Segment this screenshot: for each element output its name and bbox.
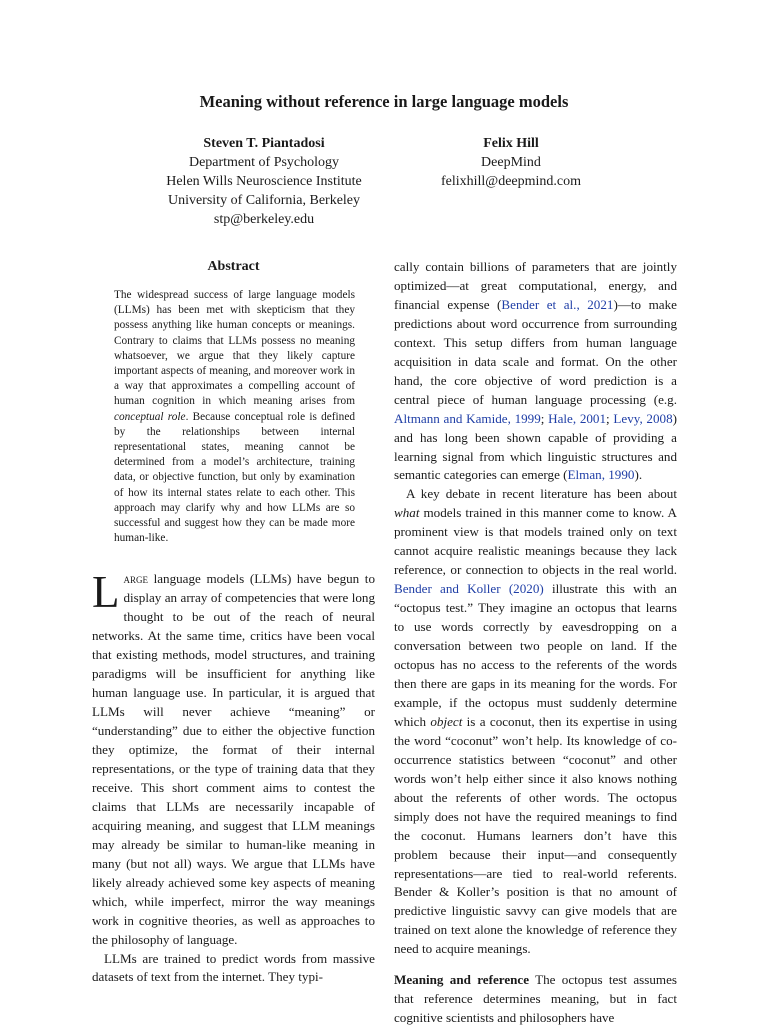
citation-link[interactable]: Bender et al., 2021: [501, 296, 614, 312]
body-emphasis: what: [394, 505, 420, 521]
author-email: stp@berkeley.edu: [213, 212, 315, 227]
body-paragraph: [394, 485, 677, 959]
body-emphasis: object: [430, 713, 463, 729]
citation-separator: ;: [540, 410, 549, 426]
abstract-heading: Abstract: [207, 259, 260, 274]
citation-link[interactable]: Bender and Koller (2020): [394, 581, 544, 597]
body-text: illustrate this with an “octopus test.” They imagine an octopus that learns to use words correctly by eavesdropping on a conversation between two people on land. If the octopus has no access to the referents of the words then there are gaps in its meaning for the words. For example, if the octopus must suddenly determine which: [394, 581, 677, 729]
citation-link[interactable]: Levy, 2008: [613, 410, 673, 426]
author-block-1: [114, 134, 414, 229]
abstract-text: . Because conceptual role is defined by the relationships between internal representational states, meaning cannot be determined from a model’s architecture, training data, or objective function, but only by examination of how its internal states relate to each other. This approach may clarify why and how LLMs are so successful and suggest how they can be made more human-like.: [114, 410, 355, 545]
body-text: )—to make predictions about word occurrence from surrounding context. This setup differs from human language acquisition in data scale and format. On the other hand, the core objective of word prediction is a central piece of human language processing (e.g.: [394, 296, 677, 407]
abstract-text: The widespread success of large language models (LLMs) has been met with skepticism that they possess anything like human concepts or meanings. Contrary to claims that LLMs possess no meaning whatsoever, we argue that they likely capture important aspects of meaning, and moreover work in a way that approximates a compelling account of human cognition in which meaning arises from: [114, 289, 355, 408]
body-text: ).: [634, 467, 643, 483]
citation-separator: ;: [606, 410, 614, 426]
author-name: Felix Hill: [483, 136, 539, 151]
body-paragraph: LLMs are trained to predict words from massive datasets of text from the internet. They typi-: [92, 950, 375, 985]
drop-cap: L: [92, 567, 120, 618]
section-heading: Meaning and reference: [394, 972, 530, 988]
body-text: cally contain billions of parameters that are jointly optimized—at great computational, energy, and financial expense (: [394, 259, 677, 312]
author-affiliation: Department of Psychology: [188, 155, 340, 170]
citation-link[interactable]: Hale, 2001: [548, 410, 607, 426]
citation-link[interactable]: Elman, 1990: [567, 467, 635, 483]
body-text: A key debate in recent literature has been about: [406, 486, 677, 502]
author-affiliation: University of California, Berkeley: [167, 193, 361, 208]
intro-paragraph: [92, 567, 375, 949]
author-name: Steven T. Piantadosi: [203, 136, 325, 151]
body-text: ) and has long been shown capable of providing a learning signal from which linguistic structures and semantic categories can emerge (: [394, 410, 677, 483]
body-paragraph: [394, 258, 677, 485]
author-block-2: [383, 134, 639, 191]
paper-title: Meaning without reference in large language models: [199, 92, 569, 111]
author-email: felixhill@deepmind.com: [440, 174, 582, 189]
body-text: models trained in this manner come to know. A prominent view is that models trained only on text cannot acquire realistic meanings because they lack reference, or connection to objects in the real world.: [394, 505, 677, 578]
author-affiliation: DeepMind: [481, 155, 541, 170]
citation-link[interactable]: Altmann and Kamide, 1999: [394, 410, 541, 426]
body-text: The octopus test assumes that reference determines meaning, but in fact cognitive scientists and philosophers have: [394, 972, 677, 1026]
left-column: [92, 256, 375, 987]
section-paragraph: [394, 971, 677, 1028]
author-affiliation: Helen Wills Neuroscience Institute: [166, 174, 362, 189]
intro-smallcaps: arge: [123, 571, 148, 587]
right-column: [394, 258, 677, 1028]
abstract-body: [114, 288, 355, 546]
abstract-emphasis: conceptual role: [114, 410, 186, 423]
intro-text: language models (LLMs) have begun to display an array of competencies that were long thought to be out of the reach of neural networks. At the same time, critics have been vocal that existing methods, model structures, and training paradigms will be insufficient for anything like human language use. In particular, it is argued that LLMs will never achieve “meaning” or “understanding” due to either the objective function they optimize, the format of their internal representations, or the type of training data that they receive. This short comment aims to contest the claims that LLMs are necessarily incapable of acquiring meaning, and suggest that LLM meanings may already be similar to human-like meaning in many (but not all) ways. We argue that LLMs have likely already achieved some key aspects of meaning which, while imperfect, mirror the way meanings work in cognitive theories, as well as approaches to the philosophy of language.: [92, 571, 375, 947]
body-text: is a coconut, then its expertise in using the word “coconut” won’t help. Its knowledge of co-occurrence statistics between “coconut” and other words won’t help either since it also knows nothing about the referents of other words. The octopus simply does not have the required meanings to find the coconut. Humans learners don’t have this problem because their input—and consequently representations—are tied to real-world referents. Bender & Koller’s position is that no amount of predictive linguistic savvy can give models that are trained on text alone the knowledge of reference they need to acquire meanings.: [394, 713, 677, 957]
